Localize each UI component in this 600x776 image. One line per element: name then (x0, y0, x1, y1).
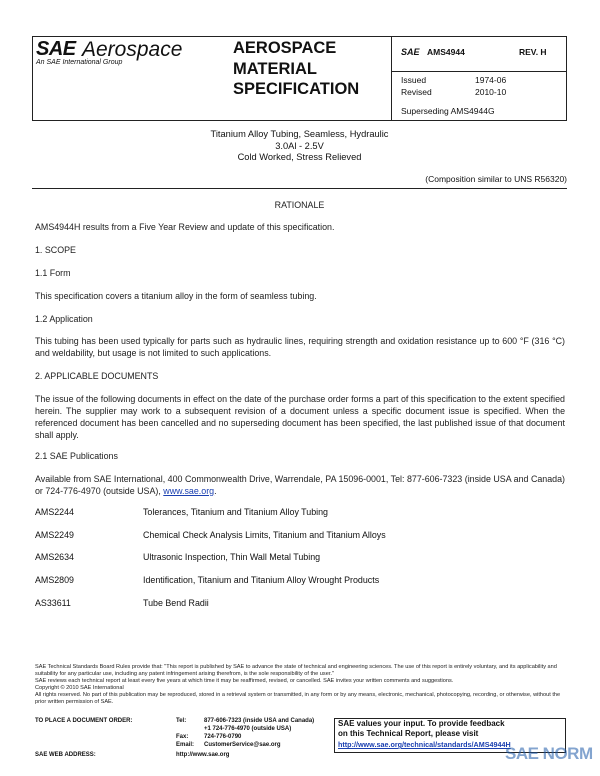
web-label: SAE WEB ADDRESS: (35, 752, 96, 758)
feedback-line-2: on this Technical Report, please visit (338, 728, 479, 738)
doc-number: AMS4944 (427, 47, 465, 57)
header-vertical-divider (391, 36, 392, 121)
scope-heading: 1. SCOPE (35, 245, 76, 255)
ref-code: AMS2244 (35, 507, 74, 517)
document-title (32, 129, 567, 164)
fax-label: Fax: (176, 734, 189, 740)
footer-review-text: SAE reviews each technical report at least every five years at which time it may be reaffirmed, revised, or cancelled. SAE invites your written comments and suggestions. (35, 678, 454, 684)
header-divider (32, 120, 567, 121)
footer-rights-text: All rights reserved. No part of this publication may be reproduced, stored in a retrieval system or transmitted, in any form or by any means, electronic, mechanical, photocopying, recording, or otherwise, without the prior written permission of SAE. (35, 692, 561, 705)
footer-legal (35, 664, 567, 706)
ref-title: Chemical Check Analysis Limits, Titanium and Titanium Alloys (143, 530, 386, 540)
revised-date: 2010-10 (475, 87, 507, 97)
ref-code: AMS2809 (35, 575, 74, 585)
title-line-1: AEROSPACE (233, 39, 337, 57)
sae-publications-heading: 2.1 SAE Publications (35, 451, 118, 461)
ref-code: AMS2634 (35, 552, 74, 562)
header-meta-divider (392, 71, 567, 72)
email-label: Email: (176, 742, 195, 748)
doc-title-line-1: Titanium Alloy Tubing, Seamless, Hydraulic (210, 129, 389, 139)
issued-label: Issued (401, 75, 427, 85)
applicable-documents-heading: 2. APPLICABLE DOCUMENTS (35, 371, 159, 381)
footer-rules-text: SAE Technical Standards Board Rules provide that: "This report is published by SAE to advance the state of technical and engineering sciences. The use of this report is entirely voluntary, and its applicability and suitability for any particular use, including any patent infringement arising therefrom, is the sole responsibility of the user." (35, 664, 557, 677)
sae-small-logo: SAE (401, 47, 420, 57)
title-line-3: SPECIFICATION (233, 80, 360, 98)
tel-value: 877-606-7323 (inside USA and Canada) (204, 718, 315, 724)
applicable-documents-text: The issue of the following documents in effect on the date of the purchase order forms a part of this specification to the extent specified herein. The supplier may work to a subsequent revision of a document unless a specific document issue is specified. When the referenced document has been cancelled and no superseding document has been specified, the last published issue of that document shall apply. (35, 394, 565, 440)
fax-value: 724-776-0790 (204, 734, 242, 740)
issued-date: 1974-06 (475, 75, 507, 85)
footer-copyright: Copyright © 2010 SAE International (35, 685, 124, 691)
ref-code: AS33611 (35, 598, 71, 608)
sae-publications-end: . (214, 486, 217, 496)
sae-website-link[interactable]: www.sae.org (163, 486, 215, 496)
application-heading: 1.2 Application (35, 314, 93, 324)
feedback-link[interactable]: http://www.sae.org/technical/standards/AMS4944H (338, 740, 511, 749)
email-value[interactable]: CustomerService@sae.org (204, 742, 281, 748)
title-divider (32, 188, 567, 189)
sae-publications-text (35, 473, 565, 497)
order-label: TO PLACE A DOCUMENT ORDER: (35, 718, 133, 724)
ref-title: Tolerances, Titanium and Titanium Alloy Tubing (143, 507, 328, 517)
ref-title: Tube Bend Radii (143, 598, 209, 608)
sae-logo: SAE (36, 38, 76, 60)
rationale-text: AMS4944H results from a Five Year Review and update of this specification. (35, 222, 335, 232)
logo-subtitle: An SAE International Group (36, 59, 123, 66)
form-heading: 1.1 Form (35, 268, 71, 278)
tel-label: Tel: (176, 718, 187, 724)
aerospace-logo-text: Aerospace (82, 38, 183, 61)
sae-publications-body: Available from SAE International, 400 Commonwealth Drive, Warrendale, PA 15096-0001, Tel: 877-606-7323 (inside USA and Canada) or 724-776-4970 (outside USA), (35, 474, 565, 496)
spec-type-title (233, 38, 383, 100)
tel2-value: +1 724-776-4970 (outside USA) (204, 726, 292, 732)
sae-norm-watermark: SAE NORM (505, 744, 593, 763)
feedback-text (338, 719, 505, 738)
doc-title-line-3: Cold Worked, Stress Relieved (237, 152, 362, 162)
revision-label: REV. H (519, 47, 547, 57)
title-line-2: MATERIAL (233, 59, 318, 78)
ref-title: Ultrasonic Inspection, Thin Wall Metal Tubing (143, 552, 321, 562)
feedback-line-1: SAE values your input. To provide feedback (338, 719, 505, 728)
doc-title-line-2: 3.0Al - 2.5V (275, 140, 324, 151)
ref-code: AMS2249 (35, 530, 74, 540)
superseding-note: Superseding AMS4944G (401, 106, 495, 116)
rationale-heading: RATIONALE (274, 200, 325, 210)
revised-label: Revised (401, 87, 432, 97)
form-text: This specification covers a titanium alloy in the form of seamless tubing. (35, 291, 317, 301)
web-value[interactable]: http://www.sae.org (176, 752, 230, 758)
composition-note: (Composition similar to UNS R56320) (425, 174, 567, 184)
application-text: This tubing has been used typically for parts such as hydraulic lines, requiring strength and oxidation resistance up to 600 °F (316 °C) and weldability, but usage is not limited to such applications. (35, 336, 565, 358)
ref-title: Identification, Titanium and Titanium Alloy Wrought Products (143, 575, 380, 585)
